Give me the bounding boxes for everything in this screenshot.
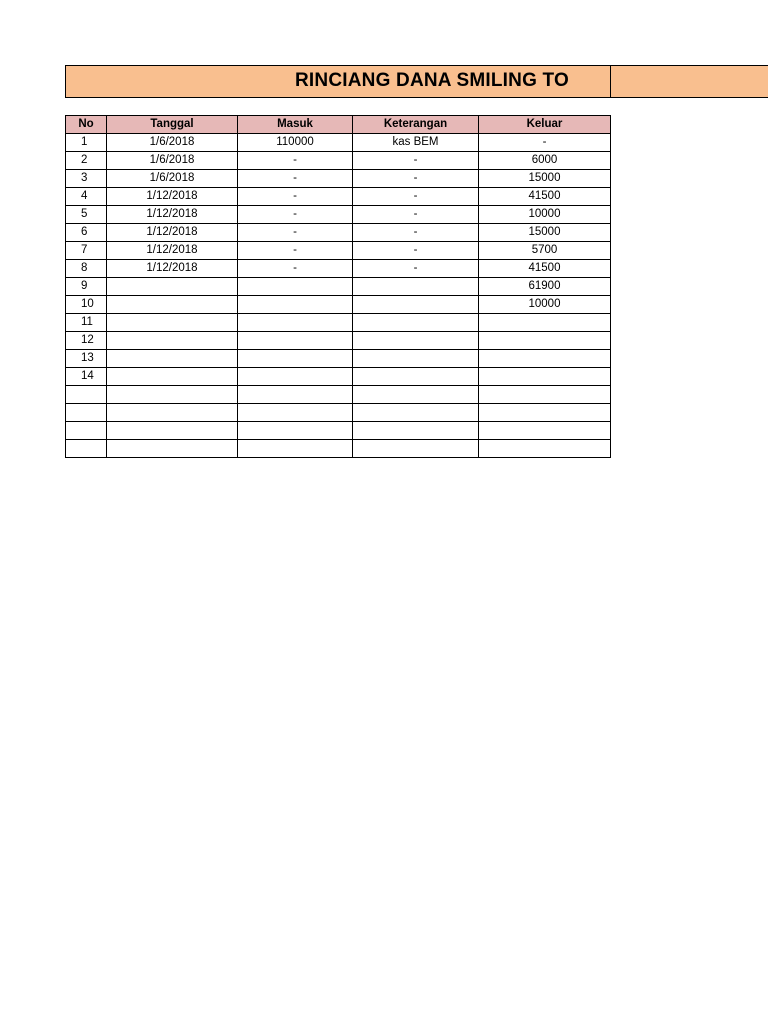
cell-keterangan[interactable] [353, 440, 479, 458]
cell-keluar[interactable]: 10000 [479, 206, 611, 224]
cell-no[interactable] [66, 422, 107, 440]
cell-keterangan[interactable]: - [353, 242, 479, 260]
header-row [66, 116, 611, 134]
cell-tanggal[interactable]: 1/6/2018 [107, 170, 238, 188]
cell-keterangan[interactable] [353, 278, 479, 296]
cell-masuk[interactable]: - [238, 206, 353, 224]
cell-masuk[interactable] [238, 386, 353, 404]
cell-keterangan[interactable]: - [353, 206, 479, 224]
table-row [66, 368, 611, 386]
cell-tanggal[interactable]: 1/12/2018 [107, 260, 238, 278]
header-no[interactable]: No [66, 116, 107, 134]
cell-no[interactable]: 5 [66, 206, 107, 224]
cell-keterangan[interactable] [353, 296, 479, 314]
header-keluar[interactable]: Keluar [479, 116, 611, 134]
table-row [66, 440, 611, 458]
cell-keterangan[interactable]: - [353, 188, 479, 206]
cell-tanggal[interactable] [107, 440, 238, 458]
header-tanggal[interactable]: Tanggal [107, 116, 238, 134]
cell-masuk[interactable]: - [238, 242, 353, 260]
header-masuk[interactable]: Masuk [238, 116, 353, 134]
table-row [66, 260, 611, 278]
table-row [66, 152, 611, 170]
cell-keterangan[interactable]: kas BEM [353, 134, 479, 152]
cell-keterangan[interactable]: - [353, 170, 479, 188]
cell-no[interactable]: 7 [66, 242, 107, 260]
table-row [66, 242, 611, 260]
cell-keterangan[interactable]: - [353, 260, 479, 278]
title-cell[interactable] [66, 66, 611, 97]
cell-keterangan[interactable]: - [353, 152, 479, 170]
table-row [66, 206, 611, 224]
cell-keterangan[interactable] [353, 314, 479, 332]
cell-no[interactable]: 12 [66, 332, 107, 350]
table-row [66, 170, 611, 188]
cell-tanggal[interactable] [107, 296, 238, 314]
cell-keluar[interactable] [479, 350, 611, 368]
cell-no[interactable]: 8 [66, 260, 107, 278]
cell-masuk[interactable]: - [238, 152, 353, 170]
cell-keterangan[interactable] [353, 368, 479, 386]
table-row [66, 404, 611, 422]
table-row [66, 422, 611, 440]
cell-no[interactable]: 14 [66, 368, 107, 386]
cell-no[interactable]: 11 [66, 314, 107, 332]
cell-keterangan[interactable] [353, 422, 479, 440]
cell-keluar[interactable]: 41500 [479, 188, 611, 206]
cell-no[interactable]: 2 [66, 152, 107, 170]
cell-keterangan[interactable]: - [353, 224, 479, 242]
cell-keterangan[interactable] [353, 386, 479, 404]
cell-no[interactable]: 9 [66, 278, 107, 296]
cell-keluar[interactable] [479, 332, 611, 350]
table-row [66, 386, 611, 404]
cell-masuk[interactable] [238, 440, 353, 458]
cell-no[interactable] [66, 404, 107, 422]
cell-keluar[interactable]: 15000 [479, 170, 611, 188]
cell-keluar[interactable] [479, 440, 611, 458]
cell-masuk[interactable] [238, 314, 353, 332]
cell-masuk[interactable]: 110000 [238, 134, 353, 152]
cell-tanggal[interactable] [107, 422, 238, 440]
cell-keluar[interactable] [479, 386, 611, 404]
cell-masuk[interactable] [238, 278, 353, 296]
cell-masuk[interactable] [238, 422, 353, 440]
table-row [66, 314, 611, 332]
title-banner [65, 65, 768, 98]
table-row [66, 350, 611, 368]
cell-tanggal[interactable] [107, 332, 238, 350]
table-row [66, 278, 611, 296]
ledger-table [65, 115, 611, 458]
cell-tanggal[interactable] [107, 350, 238, 368]
cell-no[interactable]: 6 [66, 224, 107, 242]
cell-masuk[interactable]: - [238, 188, 353, 206]
table-row [66, 134, 611, 152]
cell-masuk[interactable]: - [238, 224, 353, 242]
table-row [66, 188, 611, 206]
cell-keluar[interactable] [479, 314, 611, 332]
cell-tanggal[interactable] [107, 278, 238, 296]
header-keterangan[interactable]: Keterangan [353, 116, 479, 134]
cell-keluar[interactable]: 41500 [479, 260, 611, 278]
cell-no[interactable]: 4 [66, 188, 107, 206]
sheet-title: RINCIANG DANA SMILING TO [295, 70, 569, 91]
cell-tanggal[interactable]: 1/12/2018 [107, 242, 238, 260]
cell-keluar[interactable]: 15000 [479, 224, 611, 242]
cell-keluar[interactable]: 6000 [479, 152, 611, 170]
cell-masuk[interactable] [238, 350, 353, 368]
cell-tanggal[interactable]: 1/6/2018 [107, 152, 238, 170]
cell-no[interactable]: 1 [66, 134, 107, 152]
cell-keluar[interactable] [479, 422, 611, 440]
cell-no[interactable]: 13 [66, 350, 107, 368]
cell-keluar[interactable] [479, 368, 611, 386]
table-row [66, 224, 611, 242]
cell-no[interactable] [66, 386, 107, 404]
cell-masuk[interactable] [238, 368, 353, 386]
cell-no[interactable] [66, 440, 107, 458]
cell-masuk[interactable] [238, 296, 353, 314]
cell-tanggal[interactable] [107, 404, 238, 422]
cell-tanggal[interactable]: 1/6/2018 [107, 134, 238, 152]
cell-tanggal[interactable] [107, 368, 238, 386]
table-row [66, 296, 611, 314]
cell-no[interactable]: 10 [66, 296, 107, 314]
cell-keluar[interactable] [479, 404, 611, 422]
cell-tanggal[interactable] [107, 314, 238, 332]
cell-keterangan[interactable] [353, 404, 479, 422]
cell-masuk[interactable] [238, 404, 353, 422]
cell-no[interactable]: 3 [66, 170, 107, 188]
cell-keluar[interactable]: - [479, 134, 611, 152]
cell-keluar[interactable]: 5700 [479, 242, 611, 260]
cell-tanggal[interactable] [107, 386, 238, 404]
cell-masuk[interactable] [238, 332, 353, 350]
cell-masuk[interactable]: - [238, 260, 353, 278]
cell-masuk[interactable]: - [238, 170, 353, 188]
cell-keluar[interactable]: 61900 [479, 278, 611, 296]
cell-keluar[interactable]: 10000 [479, 296, 611, 314]
cell-keterangan[interactable] [353, 332, 479, 350]
cell-tanggal[interactable]: 1/12/2018 [107, 224, 238, 242]
cell-tanggal[interactable]: 1/12/2018 [107, 206, 238, 224]
table-row [66, 332, 611, 350]
cell-tanggal[interactable]: 1/12/2018 [107, 188, 238, 206]
cell-keterangan[interactable] [353, 350, 479, 368]
